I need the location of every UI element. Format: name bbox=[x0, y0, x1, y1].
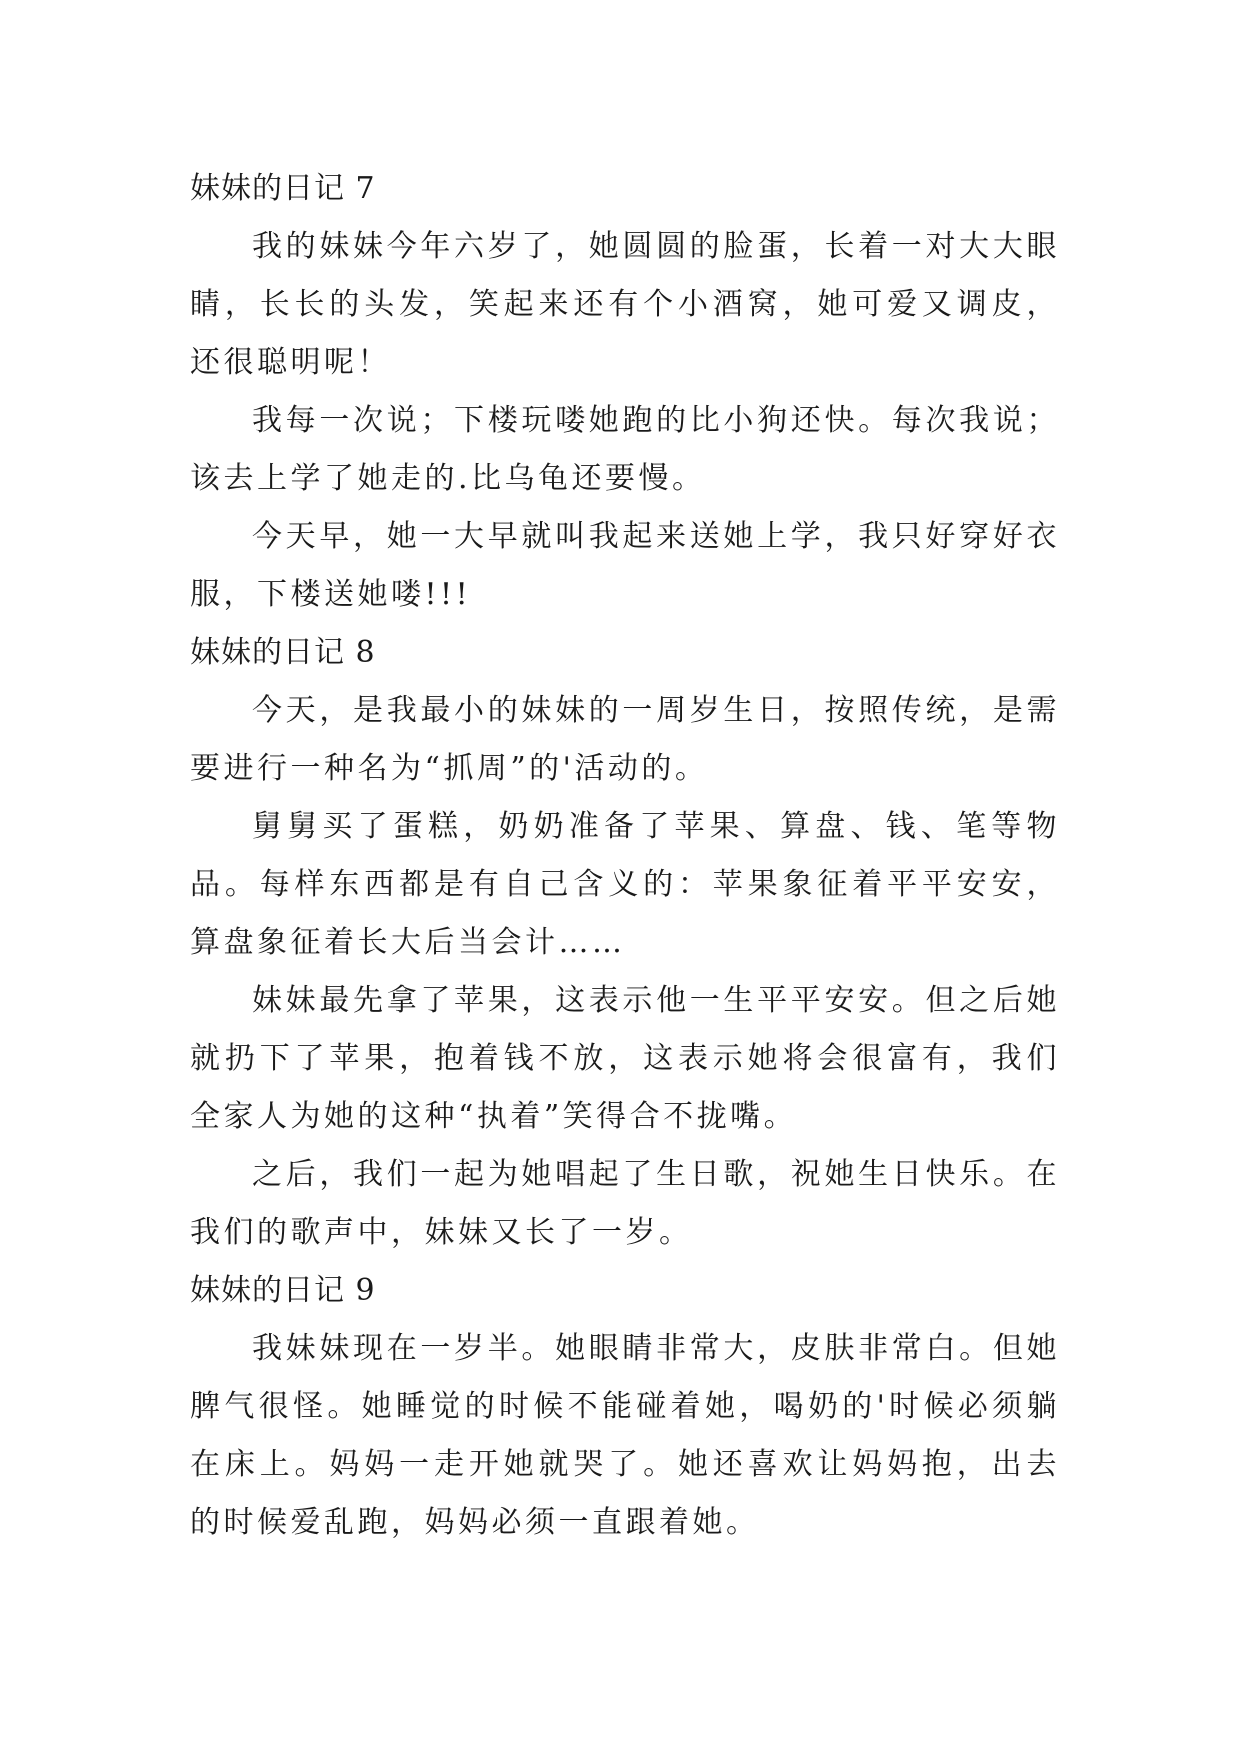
paragraph: 今天，是我最小的妹妹的一周岁生日，按照传统，是需要进行一种名为“抓周”的'活动的。 bbox=[190, 693, 1060, 786]
paragraph: 舅舅买了蛋糕，奶奶准备了苹果、算盘、钱、笔等物品。每样东西都是有自己含义的：苹果象征着平平安安，算盘象征着长大后当会计…… bbox=[190, 809, 1060, 960]
paragraph: 妹妹最先拿了苹果，这表示他一生平平安安。但之后她就扔下了苹果，抱着钱不放，这表示她将会很富有，我们全家人为她的这种“执着”笑得合不拢嘴。 bbox=[190, 983, 1060, 1134]
document-body bbox=[190, 160, 1060, 1552]
paragraph: 之后，我们一起为她唱起了生日歌，祝她生日快乐。在我们的歌声中，妹妹又长了一岁。 bbox=[190, 1157, 1060, 1250]
paragraph: 我妹妹现在一岁半。她眼睛非常大，皮肤非常白。但她脾气很怪。她睡觉的时候不能碰着她，喝奶的'时候必须躺在床上。妈妈一走开她就哭了。她还喜欢让妈妈抱，出去的时候爱乱跑，妈妈必须一直跟着她。 bbox=[190, 1331, 1060, 1540]
section-heading-8: 妹妹的日记 8 bbox=[190, 635, 376, 670]
section-heading-9: 妹妹的日记 9 bbox=[190, 1273, 376, 1308]
paragraph: 今天早，她一大早就叫我起来送她上学，我只好穿好衣服，下楼送她喽!!! bbox=[190, 519, 1060, 612]
section-heading-7: 妹妹的日记 7 bbox=[190, 171, 376, 206]
paragraph: 我的妹妹今年六岁了，她圆圆的脸蛋，长着一对大大眼睛，长长的头发，笑起来还有个小酒窝，她可爱又调皮，还很聪明呢！ bbox=[190, 229, 1060, 380]
paragraph: 我每一次说；下楼玩喽她跑的比小狗还快。每次我说；该去上学了她走的.比乌龟还要慢。 bbox=[190, 403, 1060, 496]
